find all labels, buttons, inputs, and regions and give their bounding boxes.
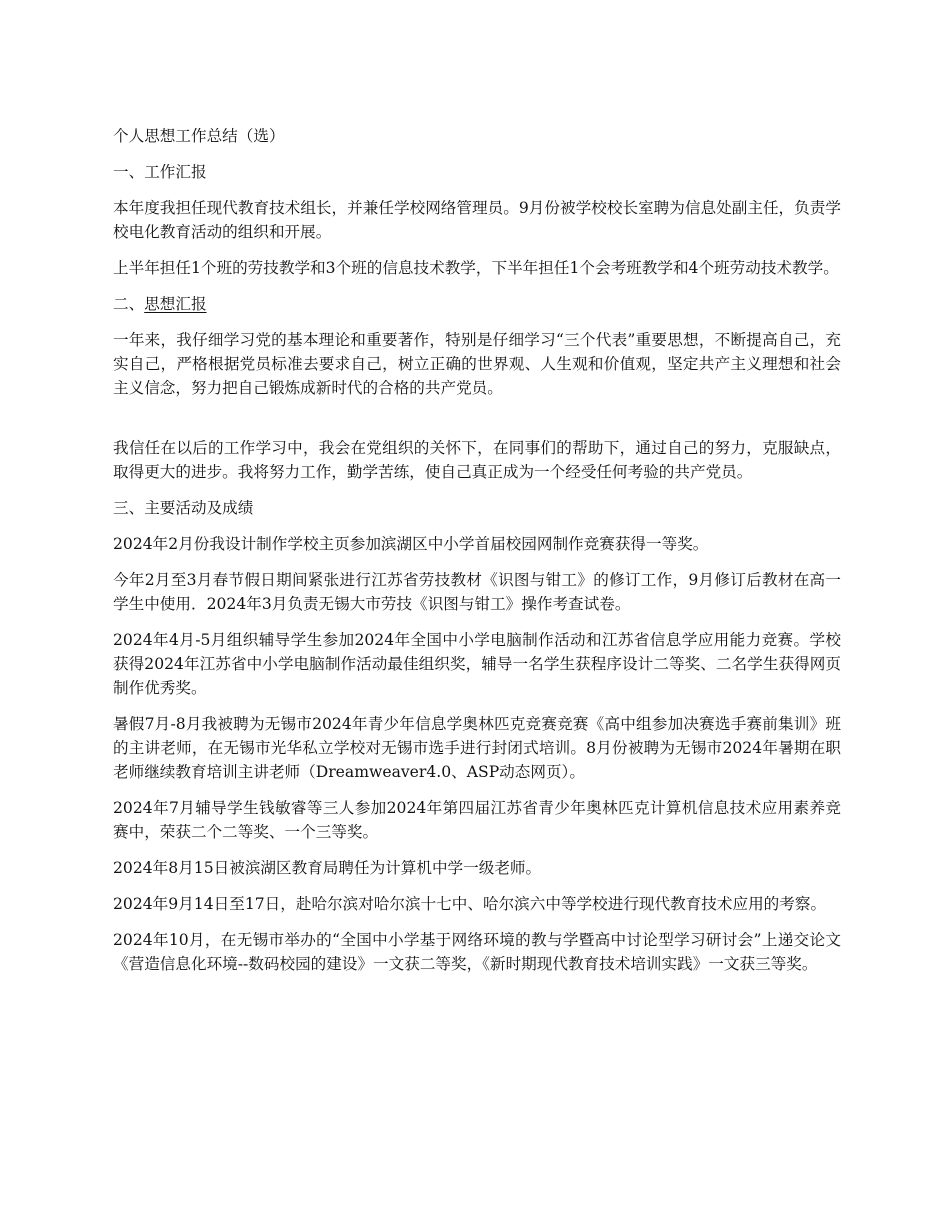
paragraph: 2024年10月，在无锡市举办的“全国中小学基于网络环境的教与学暨高中讨论型学习研讨会”上递交论文《营造信息化环境--数码校园的建设》一文获二等奖，《新时期现代教育技术培训实践》一文获三等奖。 [113,931,841,973]
paragraph: 暑假7月-8月我被聘为无锡市2024年青少年信息学奥林匹克竞赛竞赛《高中组参加决赛选手赛前集训》班的主讲老师，在无锡市光华私立学校对无锡市选手进行封闭式培训。8月份被聘为无锡市2024年暑期在职老师继续教育培训主讲老师（Dreamweaver4.0、ASP动态网页）。 [113,715,841,781]
document-page [113,124,841,988]
paragraph: 一年来，我仔细学习党的基本理论和重要著作，特别是仔细学习“三个代表”重要思想，不断提高自己，充实自己，严格根据党员标准去要求自己，树立正确的世界观、人生观和价值观，坚定共产主义理想和社会主义信念，努力把自己锻炼成新时代的合格的共产党员。 [113,331,841,397]
paragraph: 2024年9月14日至17日，赴哈尔滨对哈尔滨十七中、哈尔滨六中等学校进行现代教育技术应用的考察。 [113,895,827,913]
paragraph: 本年度我担任现代教育技术组长，并兼任学校网络管理员。9月份被学校校长室聘为信息处副主任，负责学校电化教育活动的组织和开展。 [113,199,841,241]
document-title: 个人思想工作总结（选） [113,127,285,145]
section-heading-work-report: 一、工作汇报 [113,163,207,181]
section-heading-thought-report [113,292,841,316]
paragraph: 2024年8月15日被滨湖区教育局聘任为计算机中学一级老师。 [113,859,542,877]
paragraph: 今年2月至3月春节假日期间紧张进行江苏省劳技教材《识图与钳工》的修订工作，9月修订后教材在高一学生中使用．2024年3月负责无锡大市劳技《识图与钳工》操作考查试卷。 [113,571,841,613]
section-heading-underlined-text: 思想汇报 [144,295,207,313]
paragraph: 2024年2月份我设计制作学校主页参加滨湖区中小学首届校园网制作竞赛获得一等奖。 [113,535,709,553]
paragraph: 上半年担任1个班的劳技教学和3个班的信息技术教学，下半年担任1个会考班教学和4个班劳动技术教学。 [113,259,839,277]
section-heading-activities: 三、主要活动及成绩 [113,499,254,517]
paragraph: 2024年7月辅导学生钱敏睿等三人参加2024年第四届江苏省青少年奥林匹克计算机信息技术应用素养竞赛中，荣获二个二等奖、一个三等奖。 [113,799,841,841]
paragraph: 我信任在以后的工作学习中，我会在党组织的关怀下，在同事们的帮助下，通过自己的努力，克服缺点，取得更大的进步。我将努力工作，勤学苦练，使自己真正成为一个经受任何考验的共产党员。 [113,439,841,481]
section-heading-prefix: 二、 [113,295,145,313]
paragraph: 2024年4月-5月组织辅导学生参加2024年全国中小学电脑制作活动和江苏省信息学应用能力竞赛。学校获得2024年江苏省中小学电脑制作活动最佳组织奖，辅导一名学生获程序设计二等奖、二名学生获得网页制作优秀奖。 [113,631,841,697]
